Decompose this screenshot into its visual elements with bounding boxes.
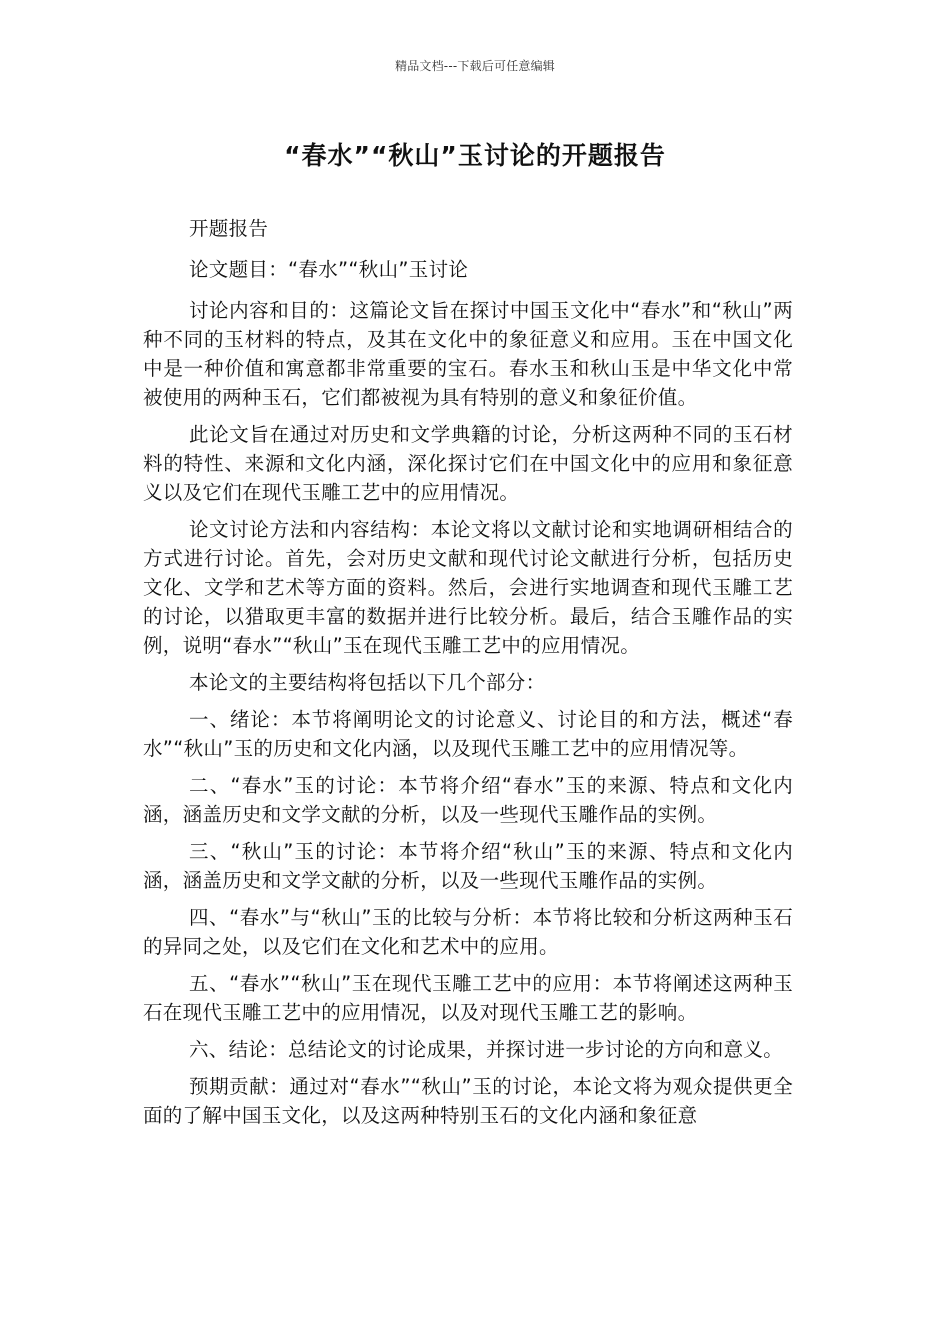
document-title: “春水”“秋山”玉讨论的开题报告	[284, 141, 666, 170]
header-note: 精品文档---下载后可任意编辑	[395, 59, 555, 73]
document-body	[143, 214, 793, 1138]
paragraph-aim: 此论文旨在通过对历史和文学典籍的讨论，分析这两种不同的玉石材料的特性、来源和文化内涵，深化探讨它们在中国文化中的应用和象征意义以及它们在现代玉雕工艺中的应用情况。	[143, 423, 793, 504]
paragraph-heading: 开题报告	[189, 217, 269, 240]
paragraph-section-5: 五、“春水”“秋山”玉在现代玉雕工艺中的应用：本节将阐述这两种玉石在现代玉雕工艺中的应用情况，以及对现代玉雕工艺的影响。	[143, 972, 793, 1024]
paragraph-thesis-title: 论文题目：“春水”“秋山”玉讨论	[189, 258, 469, 281]
paragraph-section-3: 三、“秋山”玉的讨论：本节将介绍“秋山”玉的来源、特点和文化内涵，涵盖历史和文学文献的分析，以及一些现代玉雕作品的实例。	[143, 840, 793, 892]
paragraph-section-1: 一、绪论：本节将阐明论文的讨论意义、讨论目的和方法，概述“春水”“秋山”玉的历史和文化内涵，以及现代玉雕工艺中的应用情况等。	[143, 708, 793, 760]
paragraph-section-6: 六、结论：总结论文的讨论成果，并探讨进一步讨论的方向和意义。	[189, 1038, 784, 1061]
paragraph-section-2: 二、“春水”玉的讨论：本节将介绍“春水”玉的来源、特点和文化内涵，涵盖历史和文学文献的分析，以及一些现代玉雕作品的实例。	[143, 774, 793, 826]
paragraph-contribution: 预期贡献：通过对“春水”“秋山”玉的讨论，本论文将为观众提供更全面的了解中国玉文化，以及这两种特别玉石的文化内涵和象征意	[143, 1075, 793, 1127]
paragraph-structure-intro: 本论文的主要结构将包括以下几个部分：	[189, 671, 546, 694]
paragraph-method: 论文讨论方法和内容结构：本论文将以文献讨论和实地调研相结合的方式进行讨论。首先，会对历史文献和现代讨论文献进行分析，包括历史文化、文学和艺术等方面的资料。然后，会进行实地调查和现代玉雕工艺的讨论，以猎取更丰富的数据并进行比较分析。最后，结合玉雕作品的实例，说明“春水”“秋山”玉在现代玉雕工艺中的应用情况。	[143, 518, 793, 657]
paragraph-section-4: 四、“春水”与“秋山”玉的比较与分析：本节将比较和分析这两种玉石的异同之处，以及它们在文化和艺术中的应用。	[143, 906, 793, 958]
paragraph-purpose: 讨论内容和目的：这篇论文旨在探讨中国玉文化中“春水”和“秋山”两种不同的玉材料的特点，及其在文化中的象征意义和应用。玉在中国文化中是一种价值和寓意都非常重要的宝石。春水玉和秋山玉是中华文化中常被使用的两种玉石，它们都被视为具有特别的意义和象征价值。	[143, 299, 793, 409]
